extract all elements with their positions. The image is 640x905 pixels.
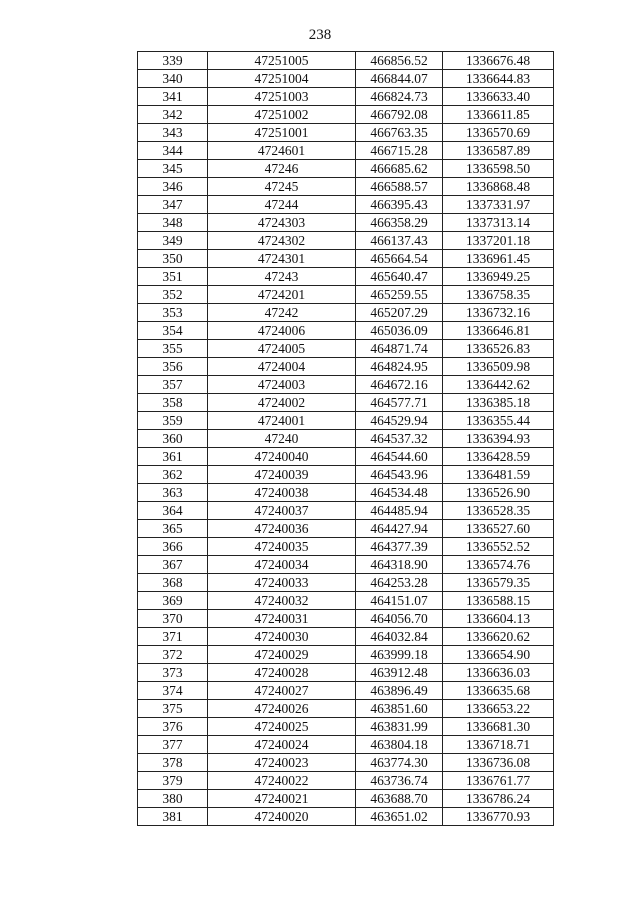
row-number-cell: 348 — [138, 214, 208, 232]
x-coordinate-cell: 464485.94 — [356, 502, 443, 520]
table-row — [138, 772, 554, 790]
table-row — [138, 646, 554, 664]
point-id-cell: 4724201 — [208, 286, 356, 304]
row-number-cell: 342 — [138, 106, 208, 124]
x-coordinate-cell: 464253.28 — [356, 574, 443, 592]
row-number-cell: 353 — [138, 304, 208, 322]
x-coordinate-cell: 466856.52 — [356, 52, 443, 70]
point-id-cell: 47243 — [208, 268, 356, 286]
table-row — [138, 628, 554, 646]
table-row — [138, 160, 554, 178]
x-coordinate-cell: 466685.62 — [356, 160, 443, 178]
point-id-cell: 47240031 — [208, 610, 356, 628]
row-number-cell: 362 — [138, 466, 208, 484]
x-coordinate-cell: 466844.07 — [356, 70, 443, 88]
x-coordinate-cell: 466715.28 — [356, 142, 443, 160]
row-number-cell: 367 — [138, 556, 208, 574]
row-number-cell: 366 — [138, 538, 208, 556]
point-id-cell: 47240030 — [208, 628, 356, 646]
table-row — [138, 142, 554, 160]
x-coordinate-cell: 463851.60 — [356, 700, 443, 718]
y-coordinate-cell: 1336732.16 — [443, 304, 554, 322]
point-id-cell: 47240034 — [208, 556, 356, 574]
row-number-cell: 340 — [138, 70, 208, 88]
point-id-cell: 4724005 — [208, 340, 356, 358]
table-row — [138, 664, 554, 682]
point-id-cell: 4724003 — [208, 376, 356, 394]
table-row — [138, 394, 554, 412]
row-number-cell: 370 — [138, 610, 208, 628]
x-coordinate-cell: 464318.90 — [356, 556, 443, 574]
row-number-cell: 347 — [138, 196, 208, 214]
table-row — [138, 70, 554, 88]
y-coordinate-cell: 1336588.15 — [443, 592, 554, 610]
y-coordinate-cell: 1336761.77 — [443, 772, 554, 790]
y-coordinate-cell: 1336604.13 — [443, 610, 554, 628]
row-number-cell: 349 — [138, 232, 208, 250]
point-id-cell: 47244 — [208, 196, 356, 214]
y-coordinate-cell: 1336636.03 — [443, 664, 554, 682]
point-id-cell: 47240025 — [208, 718, 356, 736]
point-id-cell: 4724006 — [208, 322, 356, 340]
point-id-cell: 47240033 — [208, 574, 356, 592]
y-coordinate-cell: 1336949.25 — [443, 268, 554, 286]
table-row — [138, 196, 554, 214]
y-coordinate-cell: 1336528.35 — [443, 502, 554, 520]
y-coordinate-cell: 1336579.35 — [443, 574, 554, 592]
y-coordinate-cell: 1336570.69 — [443, 124, 554, 142]
point-id-cell: 47240022 — [208, 772, 356, 790]
y-coordinate-cell: 1336718.71 — [443, 736, 554, 754]
table-row — [138, 124, 554, 142]
row-number-cell: 359 — [138, 412, 208, 430]
y-coordinate-cell: 1336355.44 — [443, 412, 554, 430]
table-row — [138, 538, 554, 556]
page-number: 238 — [308, 27, 332, 43]
y-coordinate-cell: 1336552.52 — [443, 538, 554, 556]
y-coordinate-cell: 1336646.81 — [443, 322, 554, 340]
y-coordinate-cell: 1336394.93 — [443, 430, 554, 448]
y-coordinate-cell: 1336736.08 — [443, 754, 554, 772]
y-coordinate-cell: 1336676.48 — [443, 52, 554, 70]
table-row — [138, 808, 554, 826]
point-id-cell: 47240032 — [208, 592, 356, 610]
x-coordinate-cell: 465664.54 — [356, 250, 443, 268]
point-id-cell: 47240029 — [208, 646, 356, 664]
y-coordinate-cell: 1336611.85 — [443, 106, 554, 124]
table-row — [138, 268, 554, 286]
point-id-cell: 47240026 — [208, 700, 356, 718]
point-id-cell: 47251001 — [208, 124, 356, 142]
x-coordinate-cell: 464537.32 — [356, 430, 443, 448]
x-coordinate-cell: 464377.39 — [356, 538, 443, 556]
row-number-cell: 356 — [138, 358, 208, 376]
row-number-cell: 369 — [138, 592, 208, 610]
row-number-cell: 363 — [138, 484, 208, 502]
point-id-cell: 47251005 — [208, 52, 356, 70]
point-id-cell: 47240037 — [208, 502, 356, 520]
row-number-cell: 346 — [138, 178, 208, 196]
y-coordinate-cell: 1336681.30 — [443, 718, 554, 736]
table-row — [138, 178, 554, 196]
row-number-cell: 352 — [138, 286, 208, 304]
row-number-cell: 379 — [138, 772, 208, 790]
row-number-cell: 341 — [138, 88, 208, 106]
point-id-cell: 47240 — [208, 430, 356, 448]
y-coordinate-cell: 1336509.98 — [443, 358, 554, 376]
row-number-cell: 343 — [138, 124, 208, 142]
table-row — [138, 682, 554, 700]
table-row — [138, 574, 554, 592]
point-id-cell: 47240028 — [208, 664, 356, 682]
y-coordinate-cell: 1336527.60 — [443, 520, 554, 538]
point-id-cell: 47240023 — [208, 754, 356, 772]
row-number-cell: 380 — [138, 790, 208, 808]
x-coordinate-cell: 465036.09 — [356, 322, 443, 340]
point-id-cell: 47246 — [208, 160, 356, 178]
x-coordinate-cell: 466395.43 — [356, 196, 443, 214]
point-id-cell: 4724001 — [208, 412, 356, 430]
table-row — [138, 52, 554, 70]
y-coordinate-cell: 1336654.90 — [443, 646, 554, 664]
row-number-cell: 368 — [138, 574, 208, 592]
row-number-cell: 375 — [138, 700, 208, 718]
table-row — [138, 358, 554, 376]
point-id-cell: 47240021 — [208, 790, 356, 808]
y-coordinate-cell: 1336786.24 — [443, 790, 554, 808]
y-coordinate-cell: 1336481.59 — [443, 466, 554, 484]
y-coordinate-cell: 1336442.62 — [443, 376, 554, 394]
table-row — [138, 700, 554, 718]
y-coordinate-cell: 1336526.83 — [443, 340, 554, 358]
point-id-cell: 4724303 — [208, 214, 356, 232]
x-coordinate-cell: 464544.60 — [356, 448, 443, 466]
y-coordinate-cell: 1336635.68 — [443, 682, 554, 700]
table-row — [138, 520, 554, 538]
y-coordinate-cell: 1336758.35 — [443, 286, 554, 304]
x-coordinate-cell: 463736.74 — [356, 772, 443, 790]
table-row — [138, 484, 554, 502]
table-row — [138, 754, 554, 772]
point-id-cell: 47245 — [208, 178, 356, 196]
table-row — [138, 502, 554, 520]
row-number-cell: 377 — [138, 736, 208, 754]
x-coordinate-cell: 463912.48 — [356, 664, 443, 682]
y-coordinate-cell: 1336598.50 — [443, 160, 554, 178]
point-id-cell: 47242 — [208, 304, 356, 322]
row-number-cell: 371 — [138, 628, 208, 646]
row-number-cell: 339 — [138, 52, 208, 70]
table-row — [138, 232, 554, 250]
x-coordinate-cell: 463804.18 — [356, 736, 443, 754]
x-coordinate-cell: 463651.02 — [356, 808, 443, 826]
row-number-cell: 354 — [138, 322, 208, 340]
table-row — [138, 376, 554, 394]
x-coordinate-cell: 466358.29 — [356, 214, 443, 232]
x-coordinate-cell: 466824.73 — [356, 88, 443, 106]
x-coordinate-cell: 464824.95 — [356, 358, 443, 376]
point-id-cell: 47240035 — [208, 538, 356, 556]
row-number-cell: 351 — [138, 268, 208, 286]
y-coordinate-cell: 1336644.83 — [443, 70, 554, 88]
table-row — [138, 610, 554, 628]
table-row — [138, 592, 554, 610]
table-row — [138, 448, 554, 466]
table-row — [138, 790, 554, 808]
row-number-cell: 364 — [138, 502, 208, 520]
row-number-cell: 373 — [138, 664, 208, 682]
y-coordinate-cell: 1337313.14 — [443, 214, 554, 232]
x-coordinate-cell: 464529.94 — [356, 412, 443, 430]
x-coordinate-cell: 464577.71 — [356, 394, 443, 412]
y-coordinate-cell: 1336428.59 — [443, 448, 554, 466]
x-coordinate-cell: 464151.07 — [356, 592, 443, 610]
y-coordinate-cell: 1336961.45 — [443, 250, 554, 268]
table-row — [138, 412, 554, 430]
row-number-cell: 345 — [138, 160, 208, 178]
x-coordinate-cell: 463688.70 — [356, 790, 443, 808]
coordinates-table — [137, 51, 554, 826]
x-coordinate-cell: 463896.49 — [356, 682, 443, 700]
table-row — [138, 286, 554, 304]
table-row — [138, 106, 554, 124]
x-coordinate-cell: 464032.84 — [356, 628, 443, 646]
row-number-cell: 376 — [138, 718, 208, 736]
x-coordinate-cell: 463999.18 — [356, 646, 443, 664]
table-row — [138, 250, 554, 268]
point-id-cell: 47240027 — [208, 682, 356, 700]
point-id-cell: 47240036 — [208, 520, 356, 538]
row-number-cell: 350 — [138, 250, 208, 268]
table-row — [138, 556, 554, 574]
table-row — [138, 214, 554, 232]
x-coordinate-cell: 464543.96 — [356, 466, 443, 484]
point-id-cell: 47251004 — [208, 70, 356, 88]
row-number-cell: 361 — [138, 448, 208, 466]
table-row — [138, 340, 554, 358]
x-coordinate-cell: 465640.47 — [356, 268, 443, 286]
y-coordinate-cell: 1336868.48 — [443, 178, 554, 196]
table-row — [138, 322, 554, 340]
point-id-cell: 47240039 — [208, 466, 356, 484]
point-id-cell: 47240020 — [208, 808, 356, 826]
row-number-cell: 372 — [138, 646, 208, 664]
row-number-cell: 374 — [138, 682, 208, 700]
x-coordinate-cell: 464427.94 — [356, 520, 443, 538]
row-number-cell: 357 — [138, 376, 208, 394]
table-row — [138, 430, 554, 448]
y-coordinate-cell: 1336526.90 — [443, 484, 554, 502]
y-coordinate-cell: 1336587.89 — [443, 142, 554, 160]
x-coordinate-cell: 466588.57 — [356, 178, 443, 196]
x-coordinate-cell: 464672.16 — [356, 376, 443, 394]
x-coordinate-cell: 466792.08 — [356, 106, 443, 124]
row-number-cell: 358 — [138, 394, 208, 412]
point-id-cell: 47251003 — [208, 88, 356, 106]
point-id-cell: 47240040 — [208, 448, 356, 466]
row-number-cell: 365 — [138, 520, 208, 538]
row-number-cell: 360 — [138, 430, 208, 448]
y-coordinate-cell: 1336385.18 — [443, 394, 554, 412]
point-id-cell: 4724004 — [208, 358, 356, 376]
x-coordinate-cell: 465259.55 — [356, 286, 443, 304]
row-number-cell: 355 — [138, 340, 208, 358]
y-coordinate-cell: 1337331.97 — [443, 196, 554, 214]
x-coordinate-cell: 466137.43 — [356, 232, 443, 250]
x-coordinate-cell: 464871.74 — [356, 340, 443, 358]
table-row — [138, 304, 554, 322]
x-coordinate-cell: 463774.30 — [356, 754, 443, 772]
x-coordinate-cell: 466763.35 — [356, 124, 443, 142]
table-row — [138, 88, 554, 106]
table-row — [138, 718, 554, 736]
coordinates-table-body — [138, 52, 554, 826]
y-coordinate-cell: 1336653.22 — [443, 700, 554, 718]
point-id-cell: 47251002 — [208, 106, 356, 124]
table-row — [138, 466, 554, 484]
y-coordinate-cell: 1337201.18 — [443, 232, 554, 250]
row-number-cell: 344 — [138, 142, 208, 160]
table-row — [138, 736, 554, 754]
x-coordinate-cell: 464056.70 — [356, 610, 443, 628]
row-number-cell: 378 — [138, 754, 208, 772]
y-coordinate-cell: 1336633.40 — [443, 88, 554, 106]
point-id-cell: 4724002 — [208, 394, 356, 412]
y-coordinate-cell: 1336620.62 — [443, 628, 554, 646]
point-id-cell: 47240038 — [208, 484, 356, 502]
y-coordinate-cell: 1336574.76 — [443, 556, 554, 574]
point-id-cell: 4724301 — [208, 250, 356, 268]
x-coordinate-cell: 463831.99 — [356, 718, 443, 736]
y-coordinate-cell: 1336770.93 — [443, 808, 554, 826]
point-id-cell: 47240024 — [208, 736, 356, 754]
x-coordinate-cell: 464534.48 — [356, 484, 443, 502]
point-id-cell: 4724601 — [208, 142, 356, 160]
row-number-cell: 381 — [138, 808, 208, 826]
x-coordinate-cell: 465207.29 — [356, 304, 443, 322]
point-id-cell: 4724302 — [208, 232, 356, 250]
